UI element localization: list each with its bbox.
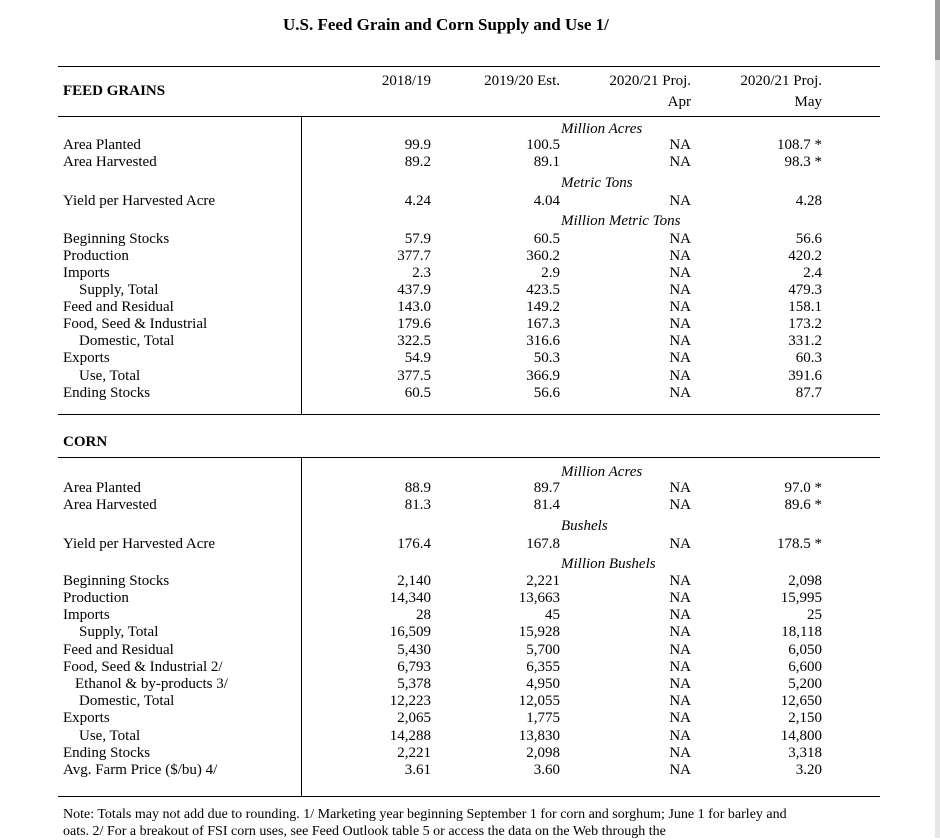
cell-2019-20: 60.5 — [533, 231, 560, 247]
cell-2018-19: 14,340 — [389, 590, 431, 606]
row-label: Exports — [63, 350, 110, 366]
row-label: Area Planted — [63, 480, 141, 496]
row-label: Avg. Farm Price ($/bu) 4/ — [63, 762, 218, 778]
column-header-2020-21-apr: 2020/21 Proj. — [609, 73, 691, 89]
cell-2018-19: 377.7 — [397, 248, 431, 264]
cell-2019-20: 167.3 — [526, 316, 560, 332]
cell-2018-19: 2,221 — [397, 745, 431, 761]
cell-apr: NA — [669, 316, 691, 332]
cell-2019-20: 5,700 — [526, 642, 560, 658]
corn-heading-rule — [58, 457, 880, 458]
row-label: Production — [63, 590, 129, 606]
cell-2019-20: 89.1 — [533, 154, 560, 170]
cell-2018-19: 81.3 — [404, 497, 431, 513]
cell-2018-19: 60.5 — [404, 385, 431, 401]
row-label: Use, Total — [79, 368, 141, 384]
table-row — [0, 137, 940, 154]
row-label: Beginning Stocks — [63, 231, 170, 247]
row-label: Imports — [63, 265, 110, 281]
table-row — [0, 265, 940, 282]
row-label: Area Planted — [63, 137, 141, 153]
cell-apr: NA — [669, 659, 691, 675]
cell-2019-20: 56.6 — [533, 385, 560, 401]
column-header-2020-21-may: 2020/21 Proj. — [740, 73, 822, 89]
page-title: U.S. Feed Grain and Corn Supply and Use 1/ — [283, 15, 609, 34]
cell-may: 108.7 * — [777, 137, 822, 153]
table-row — [0, 368, 940, 385]
cell-may: 60.3 — [795, 350, 822, 366]
table-row — [0, 480, 940, 497]
cell-2019-20: 366.9 — [526, 368, 560, 384]
cell-2019-20: 13,830 — [518, 728, 560, 744]
cell-2018-19: 5,378 — [397, 676, 431, 692]
table-row — [0, 231, 940, 248]
cell-2018-19: 89.2 — [404, 154, 431, 170]
cell-may: 12,650 — [780, 693, 822, 709]
unit-bushels: Bushels — [561, 518, 608, 534]
cell-apr: NA — [669, 676, 691, 692]
row-label: Feed and Residual — [63, 642, 174, 658]
cell-apr: NA — [669, 624, 691, 640]
cell-apr: NA — [669, 231, 691, 247]
row-label: Ending Stocks — [63, 745, 151, 761]
cell-apr: NA — [669, 248, 691, 264]
table-row — [0, 154, 940, 171]
cell-apr: NA — [669, 590, 691, 606]
column-header-may: May — [794, 94, 822, 110]
header-bottom-rule — [58, 116, 880, 117]
section-divider-rule — [58, 414, 880, 415]
cell-2019-20: 89.7 — [533, 480, 560, 496]
unit-million-bushels: Million Bushels — [561, 556, 656, 572]
cell-may: 479.3 — [788, 282, 822, 298]
cell-apr: NA — [669, 693, 691, 709]
cell-apr: NA — [669, 193, 691, 209]
section-heading-feed-grains: FEED GRAINS — [63, 83, 166, 99]
table-row — [0, 299, 940, 316]
cell-2018-19: 28 — [416, 607, 431, 623]
cell-2018-19: 5,430 — [397, 642, 431, 658]
cell-may: 2,150 — [788, 710, 822, 726]
scrollbar-thumb[interactable] — [935, 0, 940, 60]
unit-metric-tons: Metric Tons — [561, 175, 633, 191]
row-label: Imports — [63, 607, 110, 623]
cell-2018-19: 3.61 — [404, 762, 431, 778]
cell-may: 2.4 — [803, 265, 822, 281]
cell-apr: NA — [669, 265, 691, 281]
cell-2018-19: 179.6 — [397, 316, 431, 332]
cell-2018-19: 57.9 — [404, 231, 431, 247]
cell-may: 56.6 — [795, 231, 822, 247]
cell-may: 4.28 — [795, 193, 822, 209]
cell-2018-19: 12,223 — [389, 693, 431, 709]
table-row — [0, 745, 940, 762]
table-row — [0, 316, 940, 333]
cell-apr: NA — [669, 299, 691, 315]
cell-2019-20: 1,775 — [526, 710, 560, 726]
cell-2019-20: 2.9 — [541, 265, 560, 281]
cell-may: 173.2 — [788, 316, 822, 332]
column-header-2018-19: 2018/19 — [381, 73, 431, 89]
column-header-2019-20: 2019/20 Est. — [484, 73, 560, 89]
cell-2019-20: 100.5 — [526, 137, 560, 153]
table-row — [0, 659, 940, 676]
cell-2018-19: 6,793 — [397, 659, 431, 675]
cell-apr: NA — [669, 745, 691, 761]
table-row — [0, 350, 940, 367]
cell-apr: NA — [669, 762, 691, 778]
row-label: Use, Total — [79, 728, 141, 744]
cell-2018-19: 54.9 — [404, 350, 431, 366]
unit-million-acres: Million Acres — [561, 464, 643, 480]
cell-apr: NA — [669, 137, 691, 153]
cell-2018-19: 16,509 — [389, 624, 431, 640]
cell-2018-19: 88.9 — [404, 480, 431, 496]
unit-million-acres: Million Acres — [561, 121, 643, 137]
row-label: Domestic, Total — [79, 693, 175, 709]
cell-2019-20: 149.2 — [526, 299, 560, 315]
cell-2018-19: 2.3 — [412, 265, 431, 281]
cell-2018-19: 322.5 — [397, 333, 431, 349]
cell-may: 98.3 * — [784, 154, 822, 170]
cell-may: 87.7 — [795, 385, 822, 401]
row-label: Domestic, Total — [79, 333, 175, 349]
cell-2018-19: 437.9 — [397, 282, 431, 298]
row-label: Production — [63, 248, 129, 264]
row-label: Yield per Harvested Acre — [63, 193, 216, 209]
table-row — [0, 624, 940, 641]
cell-may: 3.20 — [795, 762, 822, 778]
table-bottom-rule — [58, 796, 880, 797]
table-row — [0, 193, 940, 210]
cell-2019-20: 2,221 — [526, 573, 560, 589]
cell-may: 391.6 — [788, 368, 822, 384]
cell-2019-20: 15,928 — [518, 624, 560, 640]
row-label: Feed and Residual — [63, 299, 174, 315]
table-row — [0, 590, 940, 607]
table-row — [0, 762, 940, 779]
cell-apr: NA — [669, 480, 691, 496]
cell-2019-20: 167.8 — [526, 536, 560, 552]
cell-may: 5,200 — [788, 676, 822, 692]
cell-apr: NA — [669, 728, 691, 744]
cell-2018-19: 14,288 — [389, 728, 431, 744]
cell-apr: NA — [669, 642, 691, 658]
cell-may: 18,118 — [781, 624, 822, 640]
cell-2019-20: 50.3 — [533, 350, 560, 366]
cell-apr: NA — [669, 368, 691, 384]
cell-2019-20: 316.6 — [526, 333, 560, 349]
cell-may: 6,600 — [788, 659, 822, 675]
cell-2019-20: 4,950 — [526, 676, 560, 692]
row-label: Food, Seed & Industrial 2/ — [63, 659, 223, 675]
cell-apr: NA — [669, 385, 691, 401]
cell-2019-20: 13,663 — [518, 590, 560, 606]
cell-2018-19: 2,140 — [397, 573, 431, 589]
cell-2019-20: 360.2 — [526, 248, 560, 264]
table-row — [0, 710, 940, 727]
cell-may: 14,800 — [780, 728, 822, 744]
cell-apr: NA — [669, 333, 691, 349]
cell-2018-19: 4.24 — [404, 193, 431, 209]
cell-apr: NA — [669, 154, 691, 170]
table-top-rule — [58, 66, 880, 67]
cell-2019-20: 423.5 — [526, 282, 560, 298]
cell-may: 3,318 — [788, 745, 822, 761]
cell-may: 331.2 — [788, 333, 822, 349]
table-row — [0, 385, 940, 402]
row-label: Exports — [63, 710, 110, 726]
table-row — [0, 573, 940, 590]
table-row — [0, 333, 940, 350]
table-row — [0, 536, 940, 553]
cell-may: 2,098 — [788, 573, 822, 589]
cell-2018-19: 377.5 — [397, 368, 431, 384]
cell-2018-19: 176.4 — [397, 536, 431, 552]
cell-may: 420.2 — [788, 248, 822, 264]
cell-2019-20: 45 — [545, 607, 560, 623]
cell-apr: NA — [669, 607, 691, 623]
row-label: Food, Seed & Industrial — [63, 316, 208, 332]
row-label: Ethanol & by-products 3/ — [75, 676, 228, 692]
unit-million-metric-tons: Million Metric Tons — [561, 213, 681, 229]
cell-2018-19: 143.0 — [397, 299, 431, 315]
column-header-apr: Apr — [667, 94, 691, 110]
row-label: Supply, Total — [79, 282, 159, 298]
cell-2019-20: 2,098 — [526, 745, 560, 761]
cell-may: 97.0 * — [784, 480, 822, 496]
table-row — [0, 642, 940, 659]
table-row — [0, 607, 940, 624]
table-row — [0, 248, 940, 265]
cell-may: 25 — [807, 607, 822, 623]
table-row — [0, 693, 940, 710]
cell-2018-19: 99.9 — [404, 137, 431, 153]
cell-apr: NA — [669, 282, 691, 298]
cell-2019-20: 12,055 — [518, 693, 560, 709]
row-label: Area Harvested — [63, 497, 157, 513]
row-label: Beginning Stocks — [63, 573, 170, 589]
cell-may: 89.6 * — [784, 497, 822, 513]
column-divider — [301, 457, 302, 796]
row-label: Supply, Total — [79, 624, 159, 640]
cell-apr: NA — [669, 497, 691, 513]
cell-apr: NA — [669, 350, 691, 366]
section-heading-corn: CORN — [63, 434, 108, 450]
table-row — [0, 676, 940, 693]
cell-apr: NA — [669, 536, 691, 552]
cell-2019-20: 6,355 — [526, 659, 560, 675]
table-row — [0, 282, 940, 299]
cell-2019-20: 4.04 — [533, 193, 560, 209]
table-row — [0, 728, 940, 745]
cell-may: 178.5 * — [777, 536, 822, 552]
table-row — [0, 497, 940, 514]
row-label: Area Harvested — [63, 154, 157, 170]
cell-2019-20: 81.4 — [533, 497, 560, 513]
footnote: Note: Totals may not add due to rounding. 1/ Marketing year beginning September 1 for corn and sorghum; June 1 for barley and oats. 2/ For a breakout of FSI corn uses, see Feed Outlook table 5 or access the data on the Web through the — [63, 807, 787, 839]
cell-2018-19: 2,065 — [397, 710, 431, 726]
cell-apr: NA — [669, 710, 691, 726]
cell-apr: NA — [669, 573, 691, 589]
row-label: Yield per Harvested Acre — [63, 536, 216, 552]
cell-may: 15,995 — [780, 590, 822, 606]
cell-2019-20: 3.60 — [533, 762, 560, 778]
cell-may: 158.1 — [788, 299, 822, 315]
cell-may: 6,050 — [788, 642, 822, 658]
row-label: Ending Stocks — [63, 385, 151, 401]
